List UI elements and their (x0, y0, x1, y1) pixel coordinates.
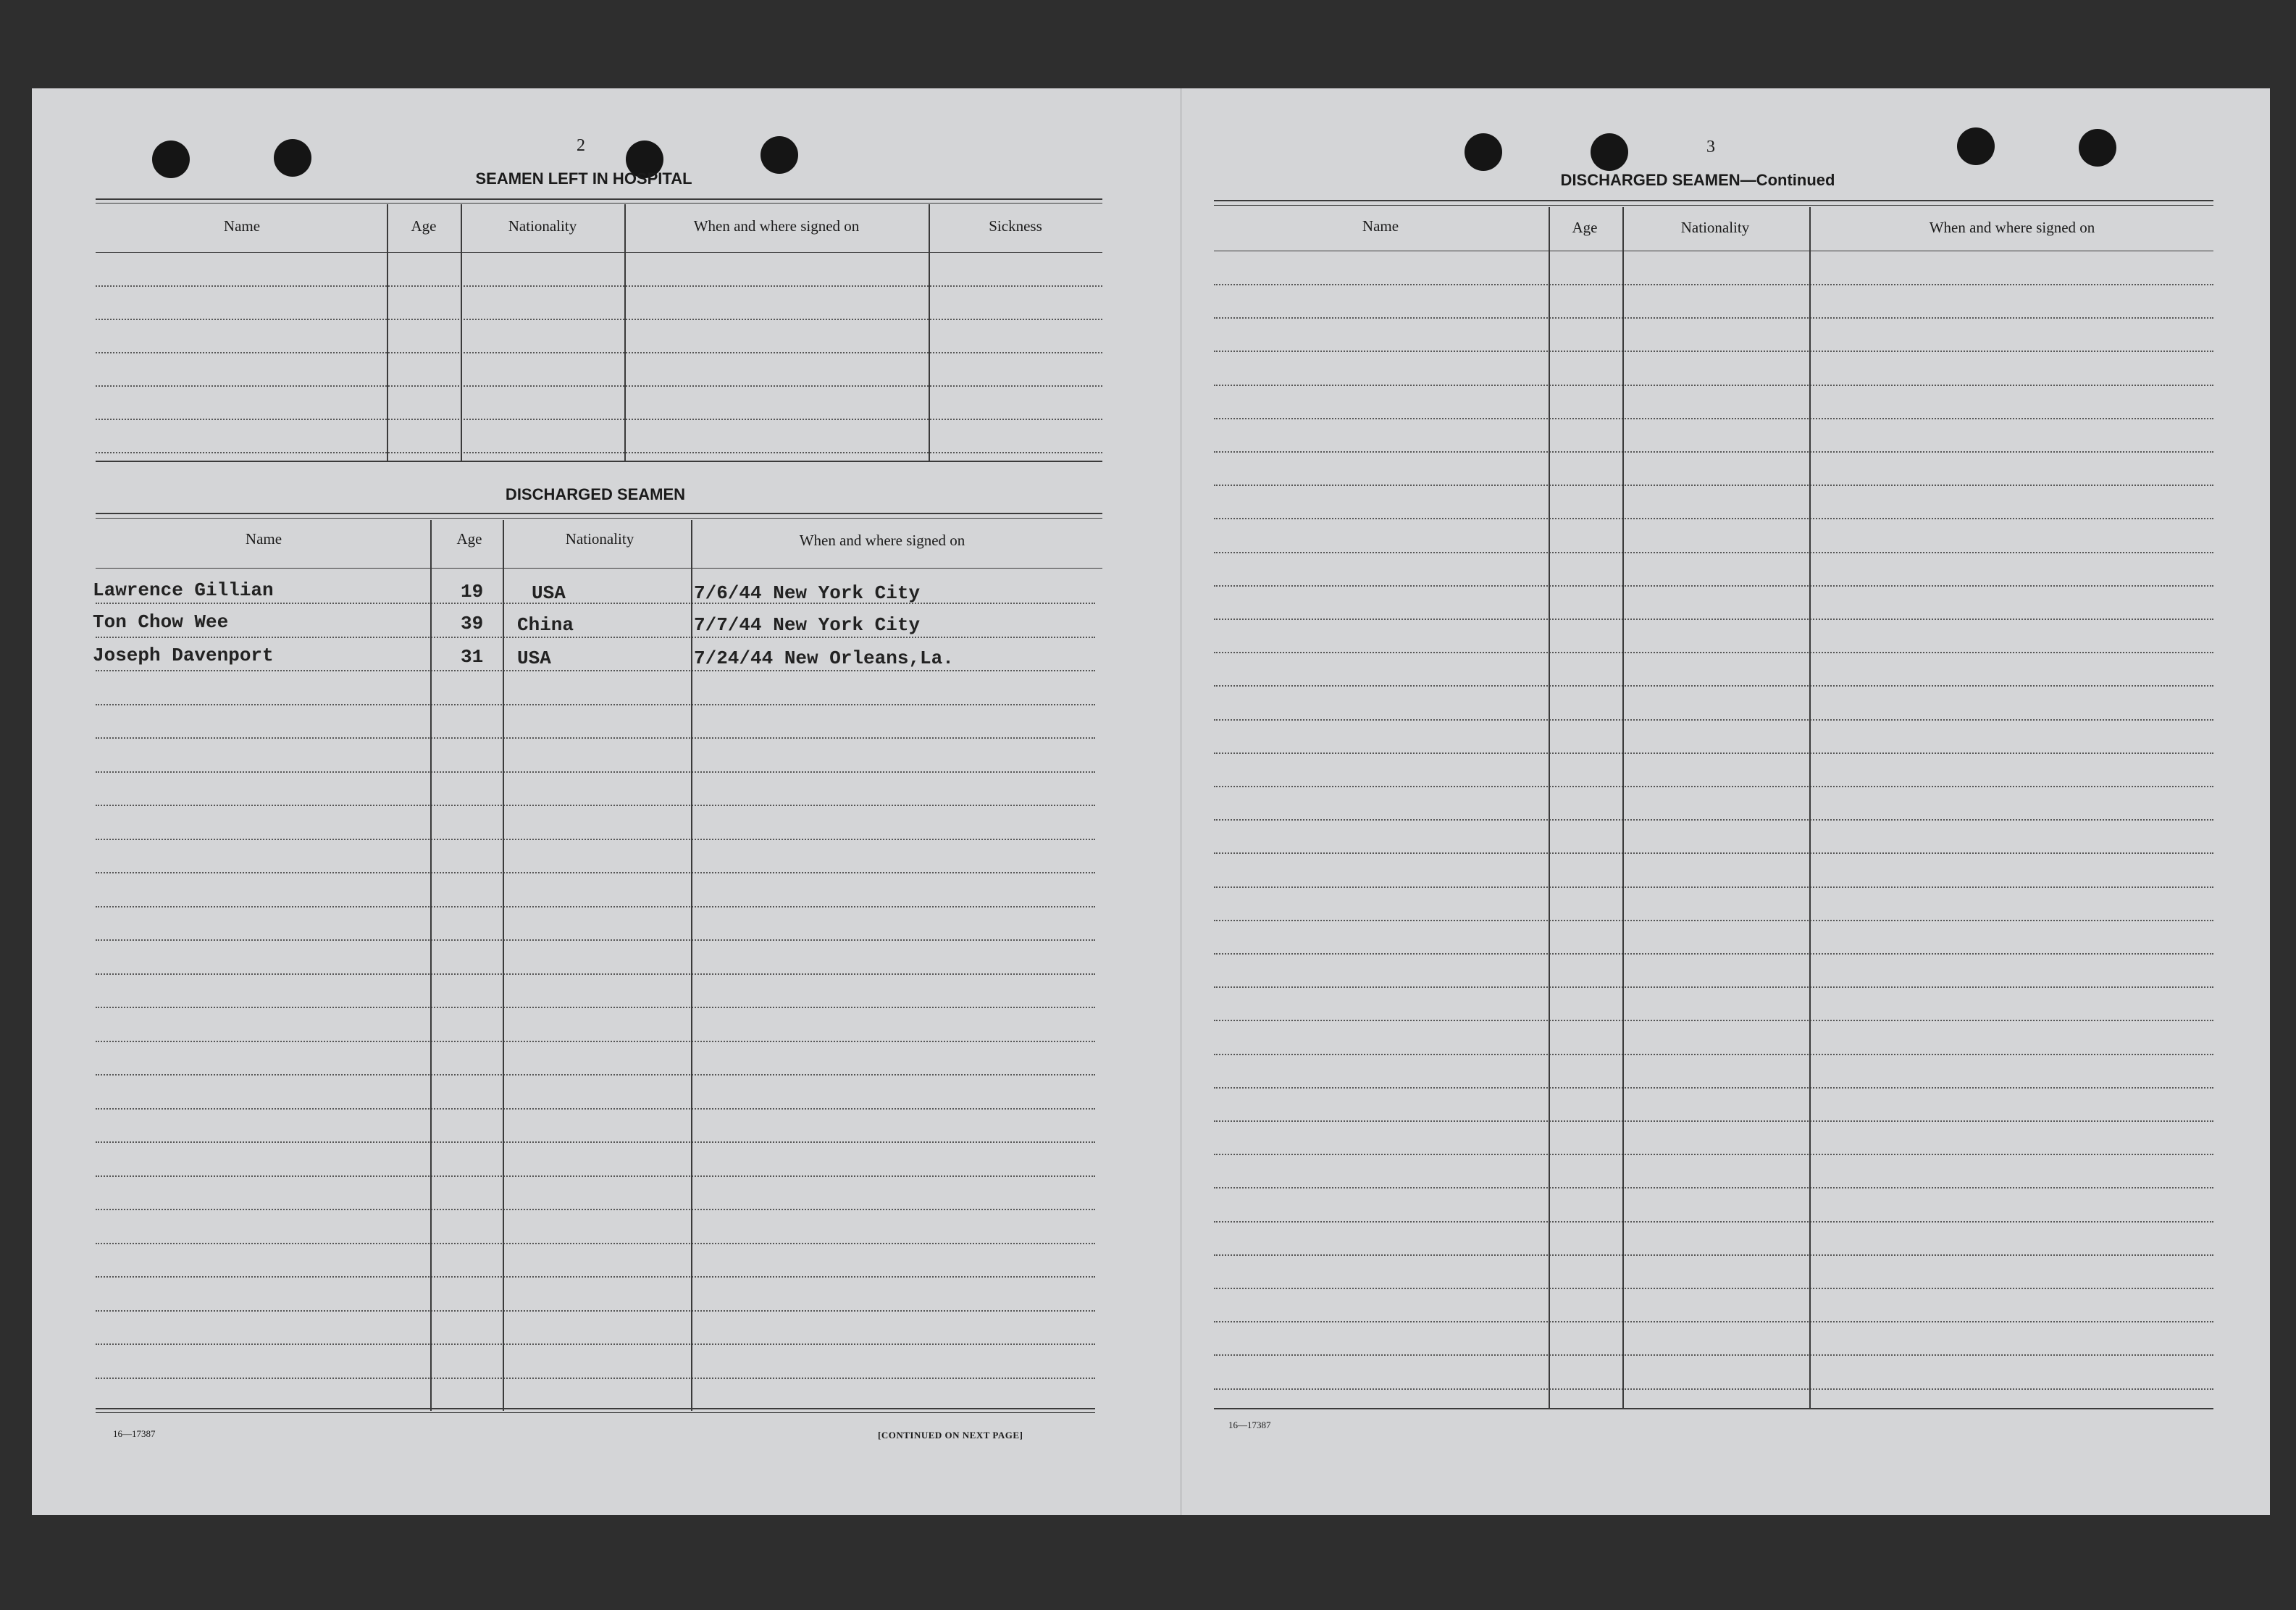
col-header-nationality: Nationality (565, 530, 634, 548)
col-header-age: Age (411, 217, 437, 235)
seaman-signed-on: 7/7/44 New York City (694, 614, 921, 636)
ruled-line (1214, 284, 2213, 285)
ruled-line (1214, 920, 2213, 921)
ruled-line (96, 670, 1095, 671)
ruled-line (96, 939, 1095, 941)
ruled-line (1214, 518, 2213, 519)
col-header-name: Name (245, 530, 282, 548)
ruled-line (1214, 819, 2213, 821)
ruled-line (1214, 1354, 2213, 1356)
ruled-line (96, 737, 1095, 739)
punch-hole (1591, 133, 1628, 171)
punch-hole (274, 139, 311, 177)
ruled-line (1214, 786, 2213, 787)
ruled-line (1214, 1020, 2213, 1021)
seaman-nationality: USA (517, 647, 551, 669)
ruled-line (1214, 1054, 2213, 1055)
ruled-line (96, 1343, 1095, 1345)
punch-hole (1957, 127, 1995, 165)
ruled-line (1214, 1321, 2213, 1322)
col-header-signed-on: When and where signed on (693, 217, 860, 235)
seaman-name: Joseph Davenport (93, 645, 274, 666)
col-header-name: Name (1362, 217, 1399, 235)
ruled-line (96, 872, 1095, 873)
seaman-signed-on: 7/24/44 New Orleans,La. (694, 647, 954, 669)
punch-hole (2079, 129, 2116, 167)
ruled-line (96, 771, 1095, 773)
ruled-line (1214, 719, 2213, 721)
col-header-name: Name (223, 217, 261, 235)
ruled-line (1214, 1087, 2213, 1089)
col-header-age: Age (456, 530, 482, 548)
continued-note: [CONTINUED ON NEXT PAGE] (878, 1430, 1023, 1441)
col-header-age: Age (1572, 219, 1598, 236)
ruled-line (96, 1243, 1095, 1244)
ruled-line (96, 1175, 1095, 1177)
col-header-signed-on: When and where signed on (1929, 219, 2095, 236)
ruled-line (1214, 953, 2213, 955)
page-number: 2 (577, 136, 585, 155)
ruled-line (96, 1007, 1095, 1008)
ruled-line (96, 1378, 1095, 1379)
ruled-line (1214, 485, 2213, 486)
ruled-line (1214, 351, 2213, 352)
ruled-line (96, 1108, 1095, 1110)
form-number: 16—17387 (113, 1428, 156, 1439)
hospital-section-title: SEAMEN LEFT IN HOSPITAL (475, 169, 692, 188)
ruled-line (96, 906, 1095, 907)
ruled-line (1214, 1221, 2213, 1223)
ruled-line (1214, 418, 2213, 419)
ruled-line (96, 839, 1095, 840)
punch-hole (761, 136, 798, 174)
ruled-line (1214, 886, 2213, 888)
ruled-line (1214, 317, 2213, 319)
ruled-line (96, 704, 1095, 705)
seaman-name: Lawrence Gillian (93, 579, 274, 601)
col-header-nationality: Nationality (508, 217, 577, 235)
seaman-signed-on: 7/6/44 New York City (694, 582, 921, 604)
seaman-name: Ton Chow Wee (93, 611, 229, 633)
ruled-line (96, 1074, 1095, 1076)
seaman-age: 19 (461, 581, 484, 603)
discharged-continued-title: DISCHARGED SEAMEN—Continued (1560, 171, 1835, 189)
ruled-line (96, 1310, 1095, 1312)
page-number: 3 (1706, 138, 1715, 156)
ruled-line (1214, 619, 2213, 620)
ruled-line (1214, 1288, 2213, 1289)
punch-hole (1465, 133, 1502, 171)
ruled-line (1214, 752, 2213, 754)
form-number: 16—17387 (1228, 1420, 1271, 1430)
ruled-line (1214, 852, 2213, 854)
ruled-line (96, 637, 1095, 638)
ruled-line (1214, 652, 2213, 653)
punch-hole (152, 141, 190, 178)
ruled-line (1214, 1187, 2213, 1188)
ruled-line (1214, 451, 2213, 453)
ruled-line (1214, 986, 2213, 988)
discharged-section-title: DISCHARGED SEAMEN (505, 485, 686, 503)
ruled-line (1214, 1254, 2213, 1256)
ruled-line (1214, 552, 2213, 553)
ruled-line (96, 1041, 1095, 1042)
col-header-signed-on: When and where signed on (799, 532, 965, 549)
ruled-line (96, 973, 1095, 975)
seaman-nationality: USA (532, 582, 566, 604)
page-fold (1180, 88, 1182, 1515)
col-header-sickness: Sickness (989, 217, 1042, 235)
seaman-age: 31 (461, 646, 484, 668)
ruled-line (96, 1209, 1095, 1210)
ruled-line (96, 1141, 1095, 1143)
ruled-line (96, 1276, 1095, 1278)
ruled-line (1214, 1120, 2213, 1122)
seaman-nationality: China (517, 614, 574, 636)
ruled-line (96, 805, 1095, 806)
ruled-line (96, 603, 1095, 604)
ruled-line (1214, 685, 2213, 687)
ruled-line (1214, 1154, 2213, 1155)
seaman-age: 39 (461, 613, 484, 634)
col-header-nationality: Nationality (1680, 219, 1750, 236)
ruled-line (1214, 585, 2213, 587)
document-sheet (32, 88, 2270, 1515)
ruled-line (1214, 1388, 2213, 1390)
ruled-line (1214, 385, 2213, 386)
